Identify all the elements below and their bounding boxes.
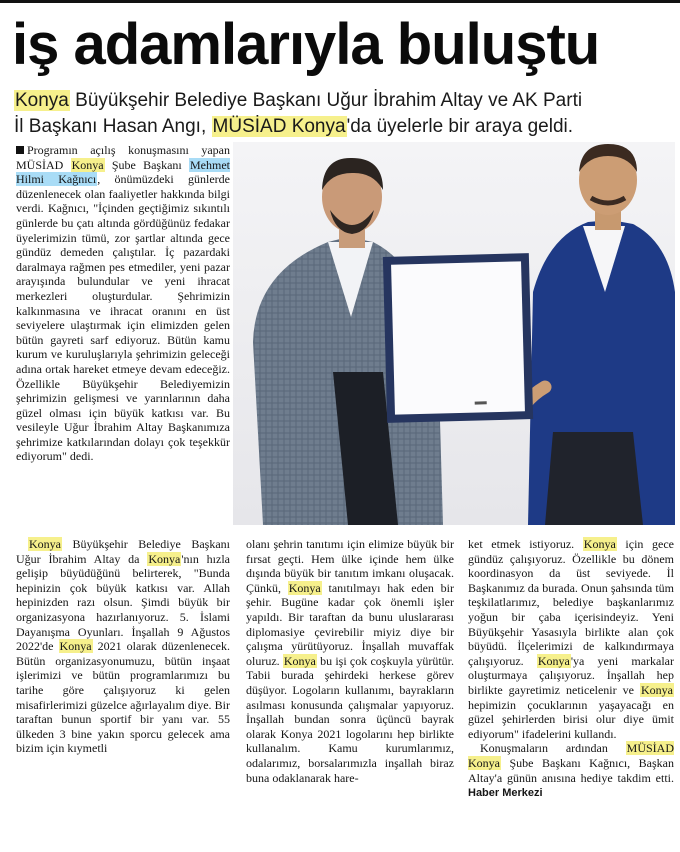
highlight-konya: Konya	[283, 653, 316, 668]
column-right	[468, 537, 674, 801]
headline: iş adamlarıyla buluştu	[12, 12, 600, 77]
highlight-musiad-konya: MÜSİAD Konya	[212, 116, 346, 137]
highlight-konya: Konya	[641, 682, 673, 697]
highlight-konya: Konya	[288, 580, 321, 595]
byline: Haber Merkezi	[468, 787, 543, 800]
highlight-konya: Konya	[29, 537, 61, 551]
subhead-line2b: 'da üyelerle bir araya geldi.	[346, 116, 574, 137]
subhead-line1: Büyükşehir Belediye Başkanı Uğur İbrahim Altay ve AK Parti	[69, 90, 583, 111]
highlight-musiad-konya: MÜSİAD Konya	[468, 741, 674, 770]
paragraph-3: olanı şehrin tanıtımı için elimize büyük bir fırsat geçti. Hem ülke içinde hem ülke dışında büyük bir tanıtım imkanı oluşacak. Çünkü, Konya tanıtılmayı hak eden bir şehir. Bugüne kadar çok önemli işler yapıldı. Bir taraftan da bunu uluslararası diplomasiye çevirebilir miyiz diye bir çalışma yürütüyoruz. İnşallah muvaffak oluruz. Konya bu işi çok coşkuyla yürütür. Tabii burada şehirdeki herkese görev düşüyor. Logoların kullanımı, bayrakların asılması konusunda çalışmalar yapıyoruz. İnşallah bundan sonra üçüncü bayrak olarak Konya 2021 logolarını hep birlikte kullanalım. Kamu kurumlarımız, odalarımız, borsalarımızla inşallah biraz buna odaklanarak hare-	[246, 537, 455, 785]
top-rule	[0, 0, 680, 3]
plaque-frame	[383, 253, 533, 423]
column-middle	[246, 537, 454, 785]
highlight-konya: Konya	[15, 90, 69, 111]
highlight-name: Mehmet Hilmi Kağnıcı	[16, 157, 230, 187]
highlight-konya: Konya	[148, 551, 181, 566]
photo-illustration	[233, 142, 675, 525]
paragraph-4: ket etmek istiyoruz. Konya için gece gündüz çalışıyoruz. Özellikle bu dönem koordinasyon da üst seviyede. İl Başkanımız da burada. Onun şahsında tüm teşkilatlarımız, belediye başkanlarımız yoğun bir çaba içerisindeyiz. Yeni Büyükşehir Yasasıyla birlikte alan çok büyüdü. İlçelerimizi de kalkındırmaya çalışıyoruz. Konya'ya yeni markalar oluşturmaya çalışıyoruz. İnşallah hep birlikte gayretimiz neticelenir ve Konya hepimizin çocuklarının yaşayacağı en güzel şehirlerden birisi olur diye ümit ediyorum" ifadelerini kullandı.	[468, 537, 674, 741]
news-photo	[233, 142, 675, 525]
paragraph-5: Konuşmaların ardından MÜSİAD Konya Şube Başkanı Kağnıcı, Başkan Altay'a günün anısına hediye takdim etti. Haber Merkezi	[468, 741, 674, 800]
highlight-konya: Konya	[71, 157, 104, 172]
highlight-konya: Konya	[583, 537, 616, 551]
bullet-square-icon	[16, 146, 24, 154]
subheadline	[14, 88, 674, 140]
paragraph-1: Programın açılış konuşmasını yapan MÜSİAD Konya Şube Başkanı Mehmet Hilmi Kağnıcı, önümüzdeki günlerde düzenlenecek olan faaliyetler hakkında bilgi verdi. Kağnıcı, "İçinden geçtiğimiz sıkıntılı günlerde bu çatı altında gördüğünüz fedakar üyelerimizin tümü, zor şartlar altında gece gündüz demeden çalıştılar. İç pazardaki daralmaya rağmen pes etmediler, yeni pazar arayışında bulundular ve yeni ihracat merkezleri oluşturdular. Şehrimizin kalkınmasına ve ihracat oranını en üst seviyelere ulaştırmak için elimizden gelen bütün gayreti sarf ediyoruz. Bütün kamu kurum ve kuruluşlarıyla şehrimizin geleceği adına ortak hareket etmeye devam edeceğiz. Özellikle Büyükşehir Belediyemizin şehrimizin gelişmesi ve yarınlarının daha güzel olması için büyük katkısı var. Bu vesileyle Uğur İbrahim Altay Başkanımıza şehrimize katkılarından dolayı çok teşekkür ediyorum" dedi.	[16, 143, 230, 464]
column-left-lower	[16, 537, 230, 756]
paragraph-2: Konya Büyükşehir Belediye Başkanı Uğur İbrahim Altay da Konya'nın hızla gelişip büyüdüğünü belirterek, "Bunda hepinizin çok büyük katkısı var. Allah hepinizden razı olsun. Şimdi büyük bir organizasyona hazırlanıyoruz. 5. İslami Dayanışma Oyunları. İnşallah 9 Ağustos 2022'de Konya 2021 olarak düzenlenecek. Bütün organizasyonumuzu, bütün inşaat işlerimizi ve bütün programlarımızı bu tarihe göre çalışıyoruz ki gelen misafirlerimizi güzelce ağırlayalım diye. Bir taraftan bunun sportif bir yanı var. 55 ülkeden 3 bine yakın sporcu gelecek ama bizim için kıymetli	[16, 537, 230, 756]
column-left-upper	[16, 143, 230, 464]
subhead-line2a: İl Başkanı Hasan Angı,	[14, 116, 212, 137]
highlight-konya: Konya	[537, 653, 570, 668]
highlight-konya: Konya	[59, 639, 92, 654]
